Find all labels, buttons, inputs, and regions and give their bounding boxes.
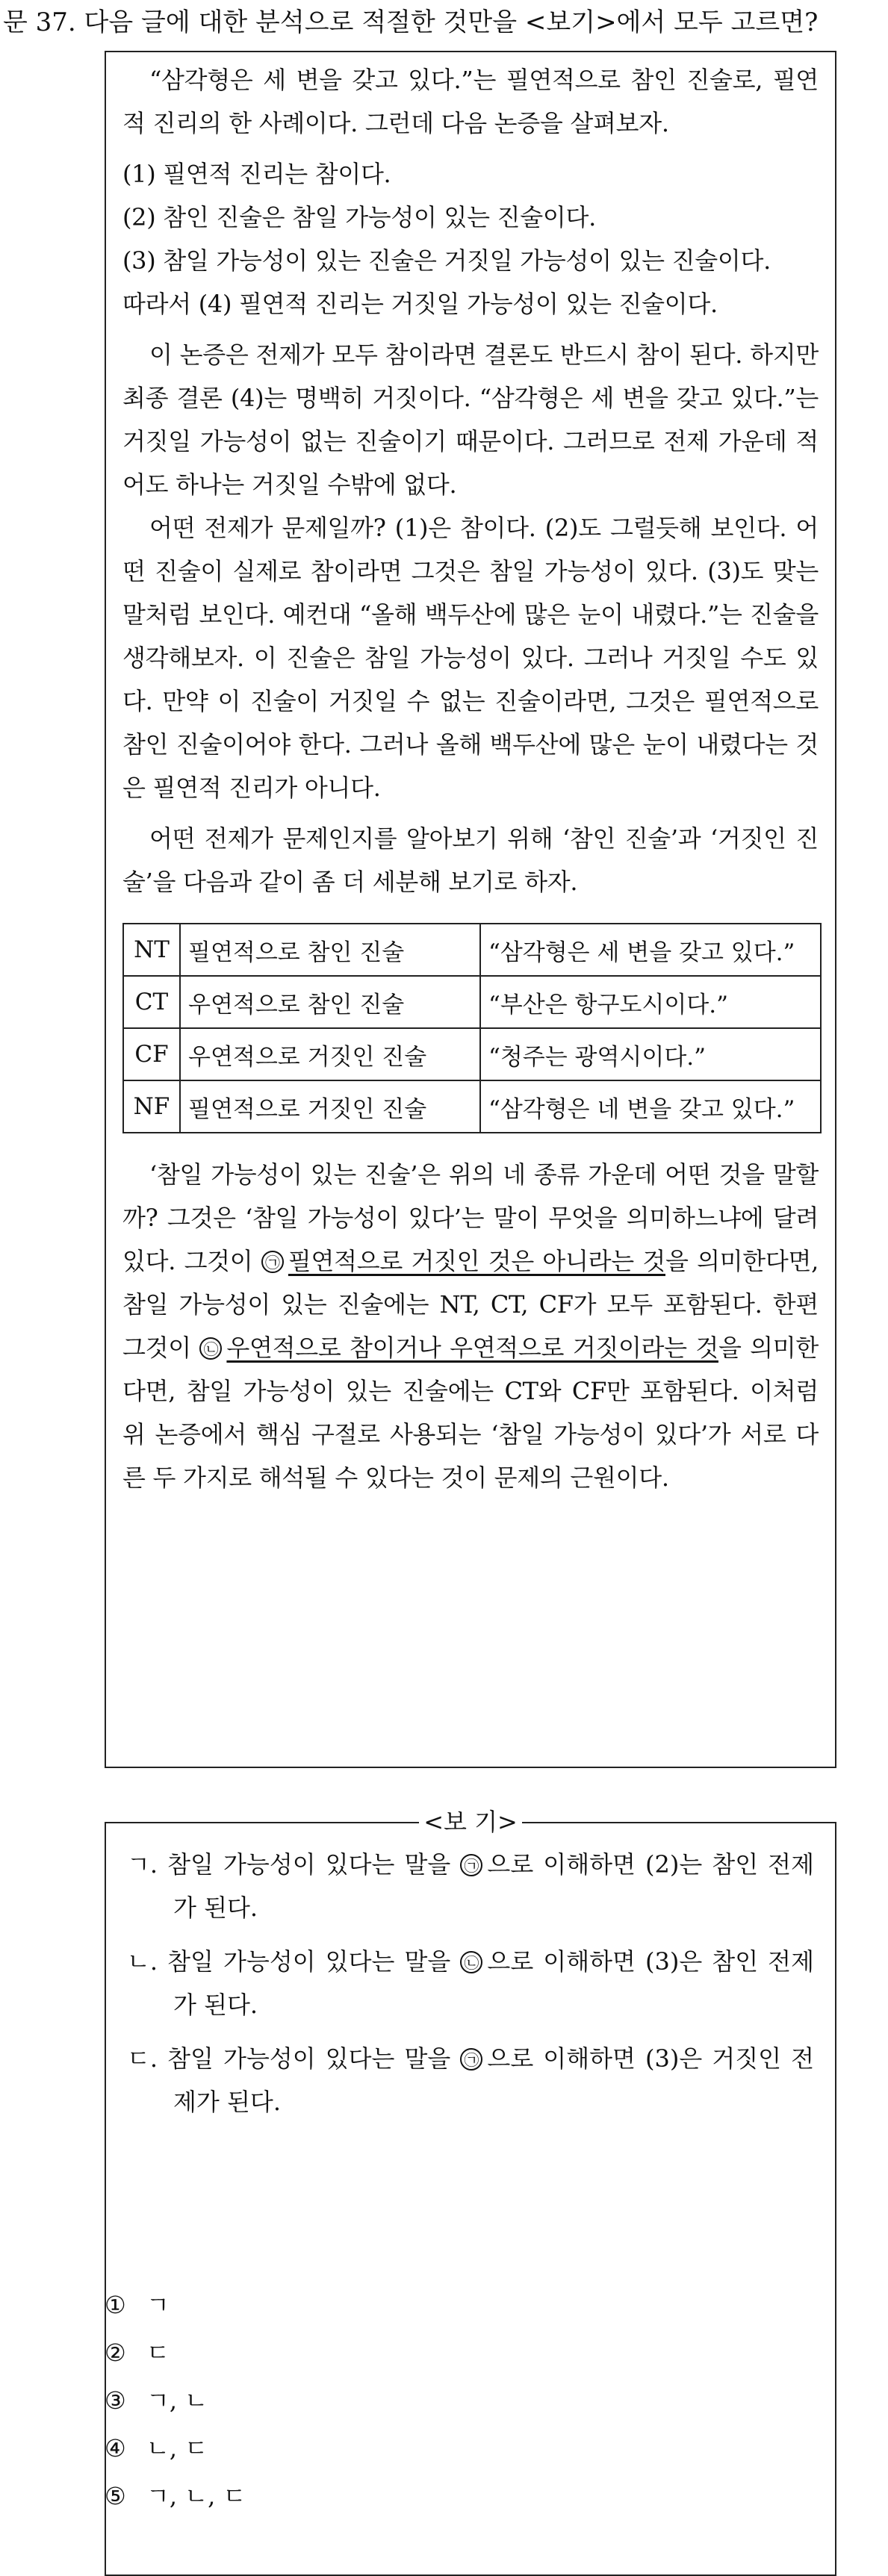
table-example-cell: “삼각형은 세 변을 갖고 있다.” <box>480 924 821 976</box>
question-prompt: 다음 글에 대한 분석으로 적절한 것만을 <보기>에서 모두 고르면? <box>84 7 819 37</box>
premise-1: (1) 필연적 진리는 참이다. <box>122 160 391 188</box>
bogi-item-giyeok <box>127 1843 814 1929</box>
passage-paragraph-4: 어떤 전제가 문제인지를 알아보기 위해 ‘참인 진술’과 ‘거짓인 진술’을 다음과 같이 좀 더 세분해 보기로 하자. <box>122 824 819 896</box>
bogi-item-label: ㄱ. 참일 가능성이 있다는 말을 <box>127 1850 461 1879</box>
underlined-phrase-2: 우연적으로 참이거나 우연적으로 거짓이라는 것 <box>226 1334 718 1362</box>
table-row <box>123 1028 821 1080</box>
bogi-item-label: ㄴ. 참일 가능성이 있다는 말을 <box>127 1947 461 1976</box>
choice-number: ② <box>105 2339 126 2367</box>
bogi-title: <보 기> <box>419 1808 522 1836</box>
table-code-cell: NF <box>123 1080 180 1133</box>
marker-giyeok: ㉠ <box>460 2048 482 2071</box>
question-number: 문 37. <box>3 7 76 37</box>
marker-nieun: ㉡ <box>199 1337 222 1360</box>
underlined-phrase-1: 필연적으로 거짓인 것은 아니라는 것 <box>288 1247 665 1275</box>
table-desc-cell: 필연적으로 참인 진술 <box>180 924 480 976</box>
bogi-item-digeut <box>127 2037 814 2124</box>
table-example-cell: “삼각형은 네 변을 갖고 있다.” <box>480 1080 821 1133</box>
bogi-item-text: 으로 이해하면 (2)는 참인 전제가 된다. <box>173 1850 814 1922</box>
choice-text: ㄴ, ㄷ <box>146 2434 208 2463</box>
table-code-cell: CT <box>123 976 180 1028</box>
para5-text-c: 을 의미한다면, 참일 가능성이 있는 진술에는 CT와 CF만 포함된다. 이처럼 위 논증에서 핵심 구절로 사용되는 ‘참일 가능성이 있다’가 서로 다른 두 가지로 해석될 수 있다는 것이 문제의 근원이다. <box>122 1334 819 1492</box>
passage-intro: “삼각형은 세 변을 갖고 있다.”는 필연적으로 참인 진술로, 필연적 진리의 한 사례이다. 그런데 다음 논증을 살펴보자. <box>122 66 819 137</box>
table-desc-cell: 우연적으로 거짓인 진술 <box>180 1028 480 1080</box>
choice-4[interactable] <box>105 2428 777 2468</box>
answer-choices <box>105 2285 777 2524</box>
passage-box <box>105 51 836 1768</box>
table-row <box>123 1080 821 1133</box>
table-desc-cell: 우연적으로 참인 진술 <box>180 976 480 1028</box>
marker-nieun: ㉡ <box>460 1951 482 1973</box>
choice-text: ㄱ, ㄴ <box>146 2386 208 2415</box>
choice-number: ⑤ <box>105 2482 126 2510</box>
table-row <box>123 924 821 976</box>
choice-5[interactable] <box>105 2476 777 2516</box>
bogi-item-text: 으로 이해하면 (3)은 거짓인 전제가 된다. <box>173 2044 814 2116</box>
conclusion: 따라서 (4) 필연적 진리는 거짓일 가능성이 있는 진술이다. <box>122 290 718 318</box>
table-code-cell: NT <box>123 924 180 976</box>
passage-paragraph-3: 어떤 전제가 문제일까? (1)은 참이다. (2)도 그럴듯해 보인다. 어떤 진술이 실제로 참이라면 그것은 참일 가능성이 있다. (3)도 맞는 말처럼 보인다. 예컨대 “올해 백두산에 많은 눈이 내렸다.”는 진술을 생각해보자. 이 진술은 참일 가능성이 있다. 그러나 거짓일 수도 있다. 만약 이 진술이 거짓일 수 없는 진술이라면, 그것은 필연적으로 참인 진술이어야 한다. 그러나 올해 백두산에 많은 눈이 내렸다는 것은 필연적 진리가 아니다. <box>122 514 819 802</box>
passage-paragraph-5 <box>122 1153 819 1499</box>
para5-text-a: ‘참일 가능성이 있는 진술’은 위의 네 종류 가운데 어떤 것을 말할까? 그것은 ‘참일 가능성이 있다’는 말이 무엇을 의미하느냐에 달려 있다. 그것이 <box>122 1160 819 1275</box>
choice-number: ④ <box>105 2434 126 2463</box>
classification-table <box>122 923 822 1133</box>
choice-3[interactable] <box>105 2380 777 2421</box>
choice-text: ㄷ <box>146 2339 170 2367</box>
marker-giyeok: ㉠ <box>261 1251 284 1273</box>
choice-2[interactable] <box>105 2333 777 2373</box>
premise-3: (3) 참일 가능성이 있는 진술은 거짓일 가능성이 있는 진술이다. <box>122 246 771 275</box>
table-row <box>123 976 821 1028</box>
table-desc-cell: 필연적으로 거짓인 진술 <box>180 1080 480 1133</box>
choice-number: ① <box>105 2291 126 2319</box>
choice-1[interactable] <box>105 2285 777 2325</box>
bogi-item-text: 으로 이해하면 (3)은 참인 전제가 된다. <box>173 1947 814 2019</box>
bogi-item-nieun <box>127 1940 814 2026</box>
table-example-cell: “부산은 항구도시이다.” <box>480 976 821 1028</box>
choice-text: ㄱ <box>146 2291 170 2319</box>
marker-giyeok: ㉠ <box>460 1854 482 1876</box>
choice-text: ㄱ, ㄴ, ㄷ <box>146 2482 246 2510</box>
question-header <box>3 4 884 40</box>
para5-text-b: 을 의미한다면, 참일 가능성이 있는 진술에는 NT, CT, CF가 모두 포함된다. 한편 그것이 <box>122 1247 819 1362</box>
choice-number: ③ <box>105 2386 126 2415</box>
premise-2: (2) 참인 진술은 참일 가능성이 있는 진술이다. <box>122 203 596 231</box>
table-code-cell: CF <box>123 1028 180 1080</box>
table-example-cell: “청주는 광역시이다.” <box>480 1028 821 1080</box>
bogi-item-label: ㄷ. 참일 가능성이 있다는 말을 <box>127 2044 461 2073</box>
passage-paragraph-2: 이 논증은 전제가 모두 참이라면 결론도 반드시 참이 된다. 하지만 최종 결론 (4)는 명백히 거짓이다. “삼각형은 세 변을 갖고 있다.”는 거짓일 가능성이 없는 진술이기 때문이다. 그러므로 전제 가운데 적어도 하나는 거짓일 수밖에 없다. <box>122 340 819 499</box>
